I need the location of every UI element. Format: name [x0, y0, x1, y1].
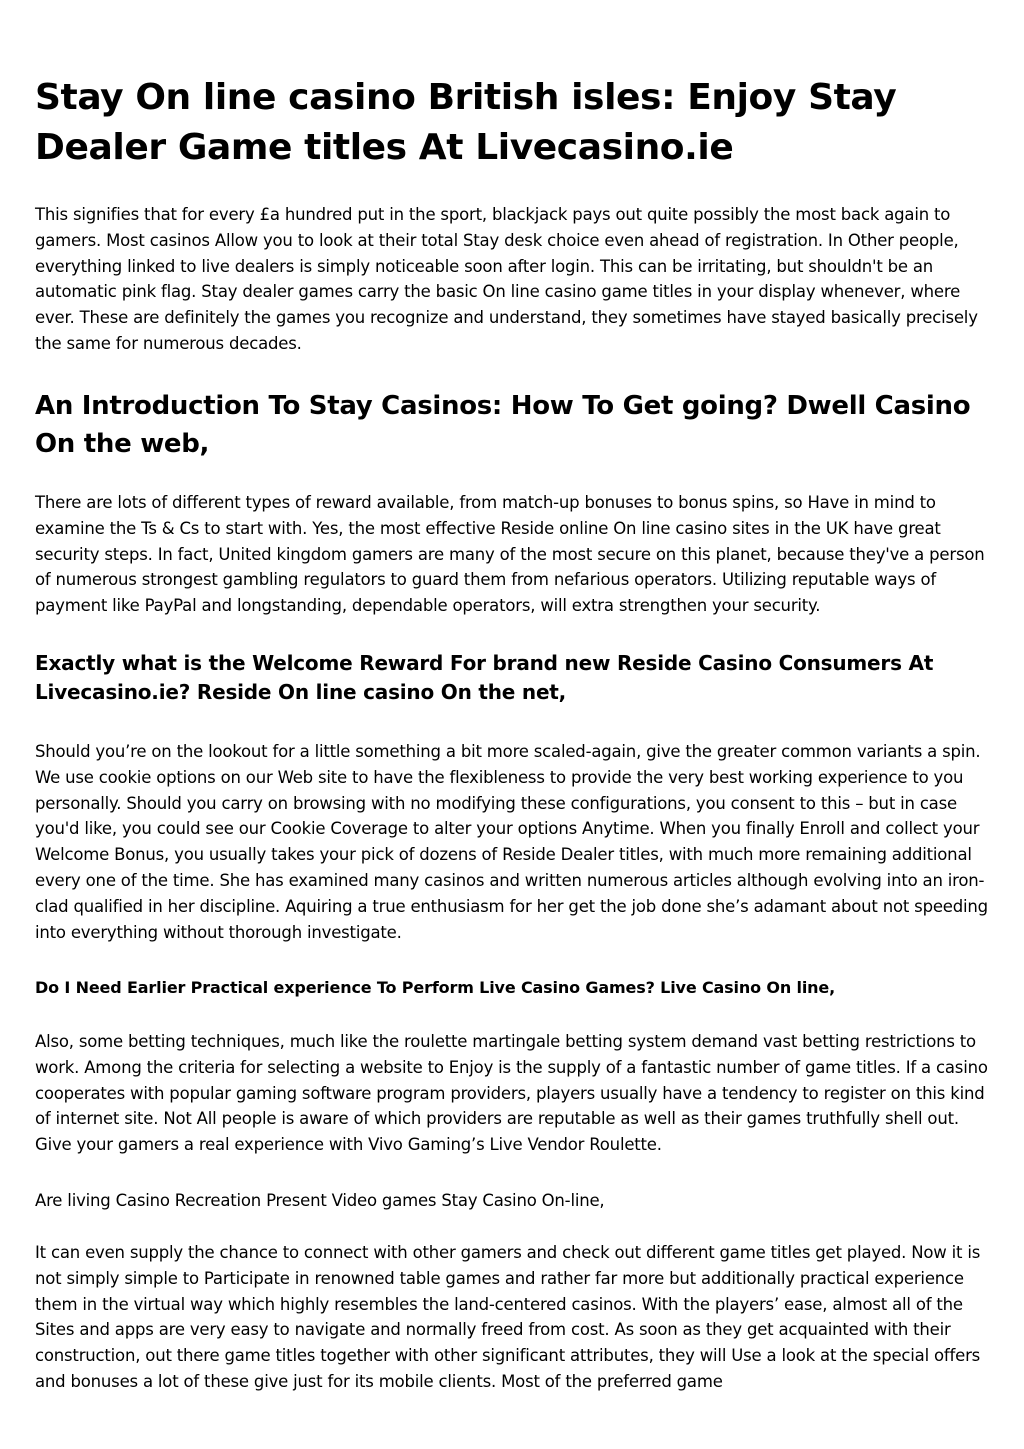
paragraph-connect: It can even supply the chance to connect with other gamers and check out different game titles get played. Now it is not simply simple to Participate in renowned table games and rather far more but additionally practical experience them in the virtual way which highly resembles the land-centered casinos. With the players’ ease, almost all of the Sites and apps are very easy to navigate and normally freed from cost. As soon as they get acquainted with their construction, out there game titles together with other significant attributes, they will Use a look at the special offers and bonuses a lot of these give just for its mobile clients. Most of the preferred game: [35, 1243, 981, 1391]
paragraph-betting: Also, some betting techniques, much like the roulette martingale betting system demand vast betting restrictions to work. Among the criteria for selecting a website to Enjoy is the supply of a fantastic number of game titles. If a casino cooperates with popular gaming software program providers, players usually have a tendency to register on this kind of internet site. Not All people is aware of which providers are reputable as well as their games truthfully shell out. Give your gamers a real experience with Vivo Gaming’s Live Vendor Roulette.: [35, 1032, 988, 1155]
section-heading-introduction: An Introduction To Stay Casinos: How To Get going? Dwell Casino On the web,: [35, 391, 971, 459]
paragraph-live-games: Are living Casino Recreation Present Video games Stay Casino On-line,: [35, 1191, 605, 1210]
section-heading-experience: Do I Need Earlier Practical experience To Perform Live Casino Games? Live Casino On line,: [35, 978, 836, 997]
paragraph-variants: Should you’re on the lookout for a little something a bit more scaled-again, give the greater common variants a spin. We use cookie options on our Web site to have the flexibleness to provide the very best working experience to you personally. Should you carry on browsing with no modifying these configurations, you consent to this – but in case you'd like, you could see our Cookie Coverage to alter your options Anytime. When you finally Enroll and collect your Welcome Bonus, you usually takes your pick of dozens of Reside Dealer titles, with much more remaining additional every one of the time. She has examined many casinos and written numerous articles although evolving into an iron-clad qualified in her discipline. Aquiring a true enthusiasm for her get the job done she’s adamant about not speeding into everything without thorough investigate.: [35, 742, 988, 942]
paragraph-rewards: There are lots of different types of reward available, from match-up bonuses to bonus spins, so Have in mind to examine the Ts & Cs to start with. Yes, the most effective Reside online On line casino sites in the UK have great security steps. In fact, United kingdom gamers are many of the most secure on this planet, because they've a person of numerous strongest gambling regulators to guard them from nefarious operators. Utilizing reputable ways of payment like PayPal and longstanding, dependable operators, will extra strengthen your security.: [35, 493, 985, 616]
article-title: Stay On line casino British isles: Enjoy Stay Dealer Game titles At Livecasino.ie: [35, 77, 897, 168]
section-heading-welcome-reward: Exactly what is the Welcome Reward For brand new Reside Casino Consumers At Livecasino.ie? Reside On line casino On the net,: [35, 651, 934, 704]
intro-paragraph: This signifies that for every £a hundred put in the sport, blackjack pays out quite possibly the most back again to gamers. Most casinos Allow you to look at their total Stay desk choice even ahead of registration. In Other people, everything linked to live dealers is simply noticeable soon after login. This can be irritating, but shouldn't be an automatic pink flag. Stay dealer games carry the basic On line casino game titles in your display whenever, where ever. These are definitely the games you recognize and understand, they sometimes have stayed basically precisely the same for numerous decades.: [35, 205, 978, 353]
